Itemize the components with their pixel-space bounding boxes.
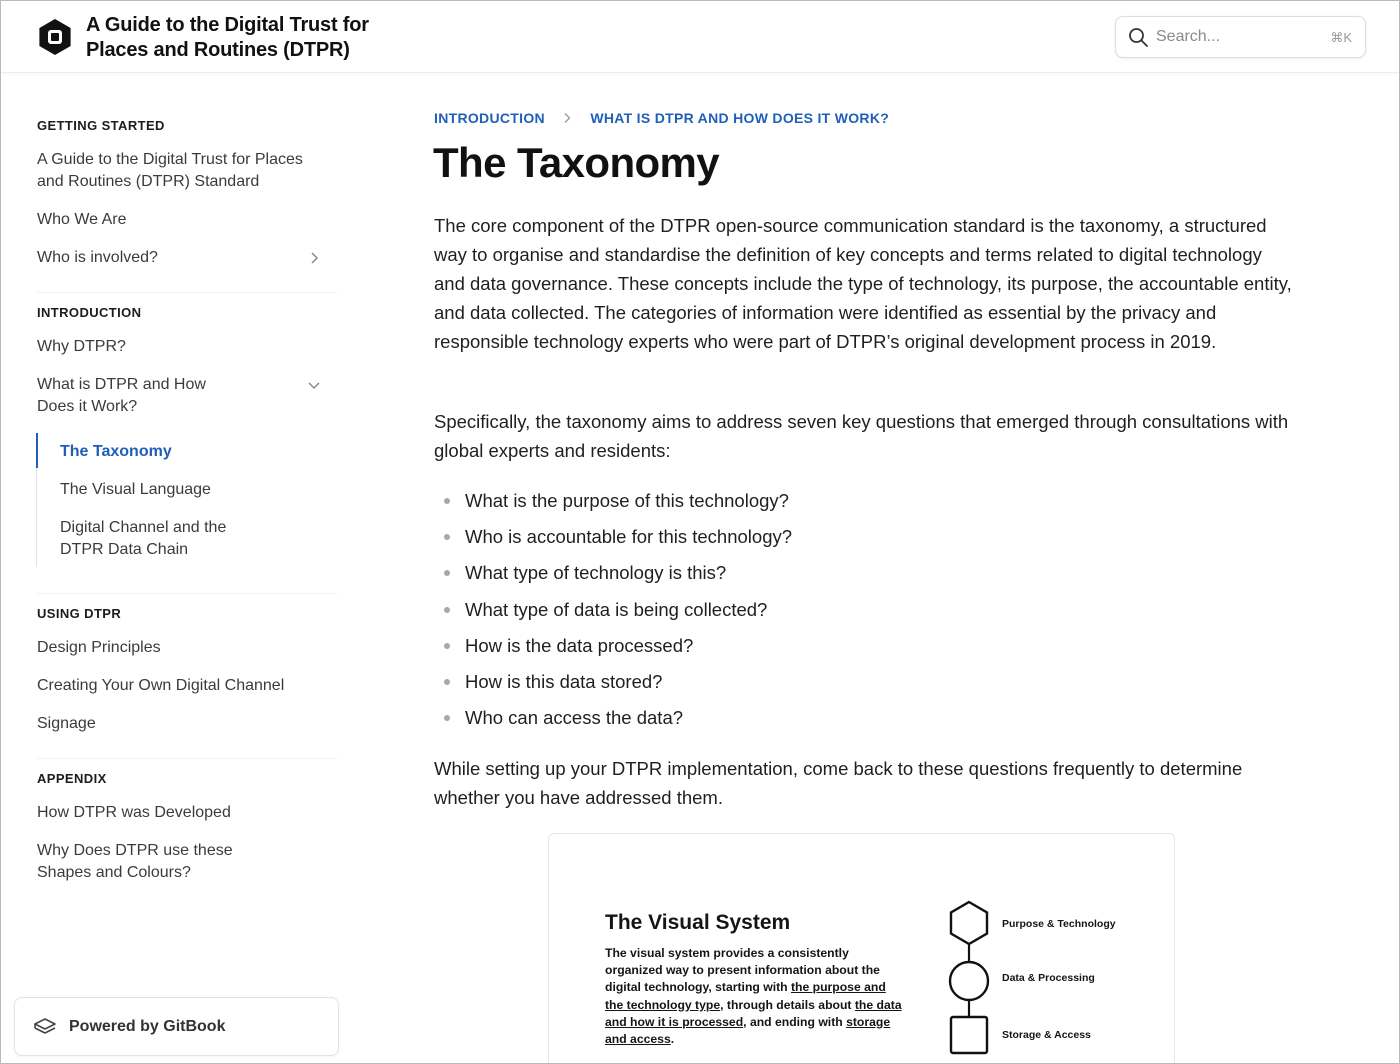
list-item: Who can access the data? <box>434 703 1294 739</box>
sidebar-item-guide[interactable]: A Guide to the Digital Trust for Places and Routines (DTPR) Standard <box>37 151 303 190</box>
sidebar-item-signage[interactable]: Signage <box>37 715 96 732</box>
legend-storage-access: Storage & Access <box>1002 1029 1091 1041</box>
figure-text: , through details about <box>720 997 855 1012</box>
list-item: How is the data processed? <box>434 631 1294 667</box>
questions-list <box>434 486 1294 739</box>
search-input[interactable]: Search... <box>1156 28 1221 45</box>
sidebar-item-shapes-colours[interactable]: Why Does DTPR use these Shapes and Colours? <box>37 842 233 881</box>
page-title: The Taxonomy <box>433 139 720 186</box>
list-item: Who is accountable for this technology? <box>434 522 1294 558</box>
sidebar-item-digital-channel[interactable]: Digital Channel and the DTPR Data Chain <box>60 519 227 558</box>
breadcrumb-item-introduction[interactable]: INTRODUCTION <box>434 110 545 127</box>
subnav-active-indicator <box>36 433 38 468</box>
section-divider <box>37 758 337 759</box>
search-icon <box>1128 27 1149 48</box>
visual-system-figure <box>548 833 1175 1064</box>
chevron-right-icon <box>561 112 573 124</box>
closing-paragraph: While setting up your DTPR implementation, come back to these questions frequently to determine whether you have addressed them. <box>434 758 1243 808</box>
sidebar-item-who-we-are[interactable]: Who We Are <box>37 211 127 228</box>
site-title[interactable]: A Guide to the Digital Trust for Places and Routines (DTPR) <box>86 14 369 61</box>
list-item: What type of data is being collected? <box>434 595 1294 631</box>
chevron-down-icon[interactable] <box>307 378 321 392</box>
section-heading-using-dtpr: USING DTPR <box>37 606 122 621</box>
sidebar-item-who-is-involved[interactable]: Who is involved? <box>37 249 158 266</box>
sidebar-item-creating-channel[interactable]: Creating Your Own Digital Channel <box>37 677 285 694</box>
list-item: What is the purpose of this technology? <box>434 486 1294 522</box>
sidebar-item-why-dtpr[interactable]: Why DTPR? <box>37 338 126 355</box>
section-divider <box>37 593 337 594</box>
list-item: What type of technology is this? <box>434 558 1294 594</box>
intro-paragraph: The core component of the DTPR open-source communication standard is the taxonomy, a structured way to organise and standardise the definition of key concepts and terms related to digital technology and data governance. These concepts include the type of technology, its purpose, the accountable entity, and data collected. The categories of information were identified as essential by the privacy and responsible technology experts who were part of DTPR’s original development process in 2019. <box>434 215 1292 352</box>
square-icon <box>951 1017 987 1053</box>
search-shortcut: ⌘K <box>1330 30 1352 45</box>
top-header <box>1 1 1399 73</box>
section-heading-getting-started: GETTING STARTED <box>37 118 165 133</box>
legend-purpose-technology: Purpose & Technology <box>1002 918 1116 930</box>
sidebar-item-the-taxonomy[interactable]: The Taxonomy <box>60 443 172 460</box>
search-box[interactable] <box>1115 16 1366 58</box>
sidebar-item-design-principles[interactable]: Design Principles <box>37 639 161 656</box>
hexagon-icon <box>951 902 987 944</box>
legend-data-processing: Data & Processing <box>1002 972 1095 984</box>
figure-link-data: the data and how it is processed <box>605 997 902 1029</box>
shape-chain-diagram <box>947 900 997 1060</box>
chevron-right-icon[interactable] <box>307 251 321 265</box>
figure-link-storage: storage and access <box>605 1014 891 1047</box>
section-divider <box>37 292 337 293</box>
gitbook-icon <box>33 1016 57 1038</box>
figure-text: The visual system provides a consistently organized way to present information about the digital technology, starting with <box>605 946 880 995</box>
powered-by-gitbook-button[interactable] <box>14 997 339 1056</box>
sidebar-item-visual-language[interactable]: The Visual Language <box>60 481 211 498</box>
figure-text: , and ending with <box>743 1014 847 1029</box>
powered-by-label: Powered by GitBook <box>69 1018 226 1035</box>
list-item: How is this data stored? <box>434 667 1294 703</box>
sidebar-item-what-is-dtpr[interactable]: What is DTPR and How Does it Work? <box>37 376 206 415</box>
section-heading-introduction: INTRODUCTION <box>37 305 142 320</box>
questions-intro-paragraph: Specifically, the taxonomy aims to address seven key questions that emerged through consultations with global experts and residents: <box>434 411 1289 461</box>
breadcrumb <box>434 109 889 126</box>
section-heading-appendix: APPENDIX <box>37 771 107 786</box>
figure-text: . <box>670 1032 675 1047</box>
circle-icon <box>950 962 988 1000</box>
breadcrumb-item-what-is-dtpr[interactable]: WHAT IS DTPR AND HOW DOES IT WORK? <box>590 110 890 127</box>
figure-title: The Visual System <box>605 911 791 934</box>
figure-body <box>605 945 905 1048</box>
figure-link-purpose: the purpose and the technology type <box>605 980 886 1012</box>
hexagon-logo-icon[interactable] <box>35 17 75 57</box>
sidebar-item-how-developed[interactable]: How DTPR was Developed <box>37 804 231 821</box>
sidebar <box>1 74 361 1064</box>
